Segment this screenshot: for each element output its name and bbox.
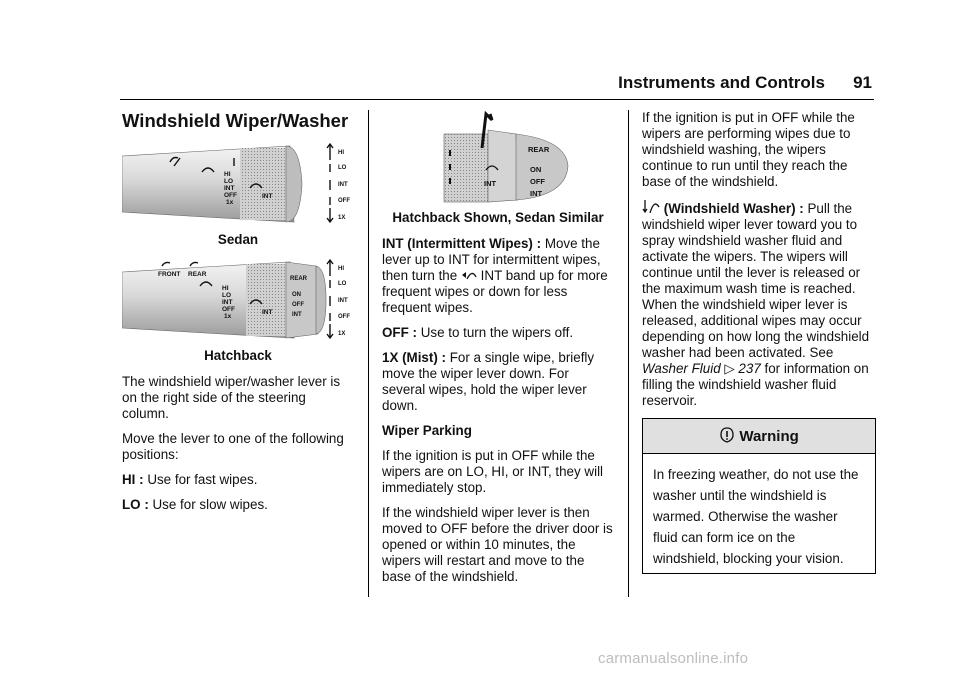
section-heading: Windshield Wiper/Washer (122, 110, 349, 131)
sedan-pos-off: OFF (338, 198, 350, 204)
warning-title: Warning (739, 428, 799, 445)
column-divider-1 (368, 110, 369, 597)
parking-paragraph-2: If the windshield wiper lever is then moved to OFF before the driver door is opened or within 10 minutes, the wipers will restart and move to the base of the windshield. (382, 505, 613, 584)
rear-washer-icon (190, 262, 198, 266)
int-term: INT (Intermittent Wipes) : (382, 236, 542, 251)
column-3 (642, 110, 876, 574)
front-washer-icon (162, 262, 170, 266)
hatch-rear-off: OFF (292, 302, 304, 308)
hatch-label-lo: LO (222, 292, 232, 299)
lo-term: LO : (122, 497, 149, 512)
hi-text: Use for fast wipes. (147, 472, 258, 487)
hatch-label-int: INT (222, 299, 233, 306)
section-title: Instruments and Controls (618, 73, 825, 92)
column-2 (382, 110, 614, 594)
lo-text: Use for slow wipes. (152, 497, 268, 512)
sedan-pos-1x: 1X (338, 215, 346, 221)
page-ref-icon: ▷ (724, 361, 735, 376)
hatchback-caption: Hatchback (204, 348, 272, 363)
move-paragraph: Move the lever to one of the following positions: (122, 431, 344, 462)
mist-text: For a single wipe, briefly move the wiper lever down. For several wipes, hold the wiper lever down. (382, 350, 595, 413)
mist-entry (382, 350, 614, 414)
sedan-label-1x: 1x (226, 199, 234, 206)
hatch-pos-lo: LO (338, 281, 347, 287)
off-term: OFF : (382, 325, 417, 340)
int-text-a: Move the lever up to INT for intermittent wipes, then turn the (382, 236, 601, 283)
washer-entry (642, 199, 876, 409)
sedan-wiper-lever-illustration (122, 142, 354, 226)
off-entry (382, 325, 614, 341)
hatch-pos-int: INT (338, 298, 348, 304)
hatch-pos-1x: 1X (338, 331, 346, 337)
hi-entry (122, 472, 354, 488)
warning-header (643, 419, 875, 454)
sedan-label-hi: HI (224, 171, 231, 178)
sedan-pos-hi: HI (338, 150, 344, 156)
column-divider-2 (628, 110, 629, 597)
hatch-label-off: OFF (222, 306, 235, 313)
lo-entry (122, 497, 354, 513)
wiper-parking-heading: Wiper Parking (382, 423, 472, 438)
hatch-label-front: FRONT (158, 271, 181, 278)
windshield-washer-icon (642, 199, 660, 215)
hatch-pos-hi: HI (338, 266, 344, 272)
washer-page-ref[interactable]: 237 (738, 361, 761, 376)
sedan-label-lo: LO (224, 178, 234, 185)
washer-term: (Windshield Washer) : (663, 201, 804, 216)
hatch-label-1x: 1x (224, 313, 232, 320)
washer-fluid-link[interactable]: Washer Fluid (642, 361, 721, 376)
ignition-paragraph: If the ignition is put in OFF while the wipers are performing wipes due to windshield washing, the wipers continue to run until they reach the base of the windshield. (642, 110, 855, 189)
hatch-rear-label: REAR (290, 276, 308, 282)
header-rule (120, 99, 874, 100)
hi-term: HI : (122, 472, 144, 487)
hatchback-shown-caption: Hatchback Shown, Sedan Similar (392, 210, 604, 225)
hatch-rear-on: ON (292, 292, 301, 298)
hatch-label-rear: REAR (188, 271, 207, 278)
warning-text: In freezing weather, do not use the washer until the windshield is warmed. Otherwise the washer fluid can form ice on the windshield, blocking your vision. (653, 467, 859, 566)
sedan-center-int: INT (262, 193, 273, 200)
sedan-label-off: OFF (224, 192, 237, 199)
parking-paragraph-1: If the ignition is put in OFF while the wipers are on LO, HI, or INT, they will immediately stop. (382, 448, 604, 495)
column-1 (122, 110, 354, 522)
warning-icon (719, 427, 735, 443)
hatch-pos-off: OFF (338, 314, 350, 320)
warning-box (642, 418, 876, 574)
sedan-pos-lo: LO (338, 165, 347, 171)
sedan-caption: Sedan (217, 232, 259, 247)
watermark: carmanualsonline.info (598, 650, 749, 667)
fig-center-int: INT (484, 179, 497, 188)
intro-paragraph: The windshield wiper/washer lever is on the right side of the steering column. (122, 374, 341, 421)
int-entry (382, 236, 614, 316)
sedan-label-int: INT (224, 185, 235, 192)
off-text: Use to turn the wipers off. (420, 325, 574, 340)
mist-term: 1X (Mist) : (382, 350, 446, 365)
hatch-rear-int: INT (292, 312, 302, 318)
washer-text-a: Pull the windshield wiper lever toward you to spray windshield washer fluid and activate the wipers. The wipers will continue until the lever is released or the maximum wash time is reached. When the windshield wiper lever is released, additional wipes may occur depending on how long the windshield washer had been activated. See (642, 201, 870, 360)
sedan-pos-int: INT (338, 182, 348, 188)
washer-text-b: for information on filling the windshield washer fluid reservoir. (642, 361, 869, 408)
fig-rear-int: INT (530, 189, 543, 198)
fig-rear-on: ON (530, 165, 542, 174)
fig-rear-off: OFF (530, 177, 545, 186)
fig-rear-label: REAR (528, 145, 550, 154)
hatchback-shown-illustration (382, 110, 614, 204)
hatch-label-hi: HI (222, 285, 229, 292)
page-number: 91 (853, 73, 872, 92)
intermittent-wiper-icon (461, 268, 477, 282)
hatchback-wiper-lever-illustration (122, 258, 354, 342)
int-text-b: INT band up for more frequent wipes or down for less frequent wipes. (382, 268, 608, 315)
hatch-center-int: INT (262, 309, 273, 316)
